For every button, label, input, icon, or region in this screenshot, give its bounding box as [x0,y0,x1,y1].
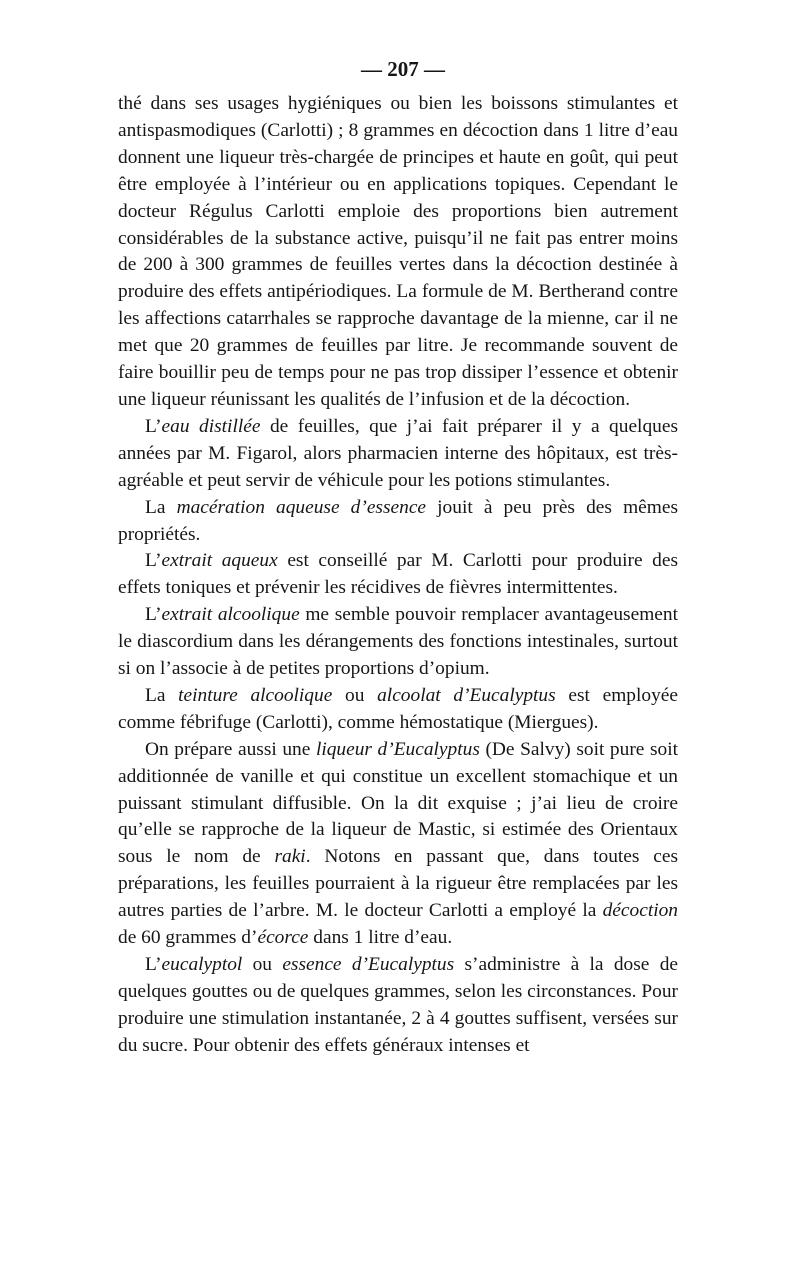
italic-term: macération aqueuse d’essence [176,496,427,518]
book-page [118,55,678,1060]
paragraph [118,91,678,414]
paragraph [118,495,678,549]
text-run: de feuilles, que j’ai fait préparer il y a quelques années par M. Figarol, alors pharmacien interne des hôpitaux, est très-agréable et peut servir de véhicule pour les potions stimulantes. [118,415,678,491]
italic-term: eau distillée [161,415,261,437]
paragraph [118,683,678,737]
text-run: L’ [145,415,162,437]
text-run: jouit à peu près des mêmes propriétés. [118,496,678,545]
italic-term: liqueur d’Eucalyptus [315,738,480,760]
italic-term: alcoolat d’Eucalyptus [377,684,556,706]
paragraph [118,414,678,495]
italic-term: eucalyptol [161,954,243,975]
text-run: . Notons en passant que, dans toutes ces préparations, les feuilles pourraient à la rigueur être remplacées par les autres parties de l’arbre. M. le docteur Carlotti a employé la [118,846,678,922]
text-run: (De Salvy) soit pure soit additionnée de vanille et qui constitue un excellent stomachique et un puissant stimulant diffusible. On la dit exquise ; j’ai lieu de croire qu’elle se rapproche de la liqueur de Mastic, si estimée des Orientaux sous le nom de [118,738,678,868]
text-run: dans 1 litre d’eau. [308,927,453,949]
text-run: L’ [145,604,162,626]
paragraph [118,602,678,683]
text-run: est employée comme fébrifuge (Carlotti), comme hémostatique (Miergues). [118,684,678,733]
text-run: ou [332,684,378,706]
text-run: thé dans ses usages hygiéniques ou bien les boissons stimulantes et antispasmodiques (Carlotti) ; 8 grammes en décoction dans 1 litre d’eau donnent une liqueur très-chargée de principes et haute en goût, qui peut être employée à l’intérieur ou en applications topiques. Cependant le docteur Régulus Carlotti emploie des proportions bien autrement considérables de la substance active, puisqu’il ne fait pas entrer moins de 200 à 300 grammes de feuilles vertes dans la décoction destinée à produire des effets antipériodiques. La formule de M. Bertherand contre les affections catarrhales se rapproche davantage de la mienne, car il ne met que 20 grammes de feuilles par litre. Je recommande souvent de faire bouillir peu de temps pour ne pas trop dissiper l’essence et obtenir une liqueur réunissant les qualités de l’infusion et de la décoction. [118,93,678,410]
page-number: — 207 — [361,57,445,81]
italic-term: essence d’Eucalyptus [282,954,455,975]
text-run: La [145,496,177,518]
italic-term: décoction [602,900,678,922]
text-run: ou [242,954,283,975]
text-run: On prépare aussi une [145,738,316,760]
text-run: L’ [145,954,162,975]
text-run: La [145,684,179,706]
paragraph [118,548,678,602]
text-run: L’ [145,550,162,572]
italic-term: teinture alcoolique [178,684,333,706]
italic-term: raki [274,846,306,868]
italic-term: extrait aqueux [161,550,278,572]
paragraph [118,737,678,952]
text-run: est conseillé par M. Carlotti pour produire des effets toniques et prévenir les récidives de fièvres intermittentes. [118,550,678,599]
italic-term: écorce [257,927,309,949]
body-text [118,91,678,1060]
text-run: s’administre à la dose de quelques gouttes ou de quelques grammes, selon les circonstances. Pour produire une stimulation instantanée, 2 à 4 gouttes suffisent, versées sur du sucre. Pour obtenir des effets généraux intenses et [118,954,678,1056]
italic-term: extrait alcoolique [161,604,300,626]
text-run: me semble pouvoir remplacer avantageusement le diascordium dans les dérangements des fonctions intestinales, surtout si on l’associe à de petites proportions d’opium. [118,604,678,680]
paragraph [118,952,678,1060]
text-run: de 60 grammes d’ [118,927,258,949]
